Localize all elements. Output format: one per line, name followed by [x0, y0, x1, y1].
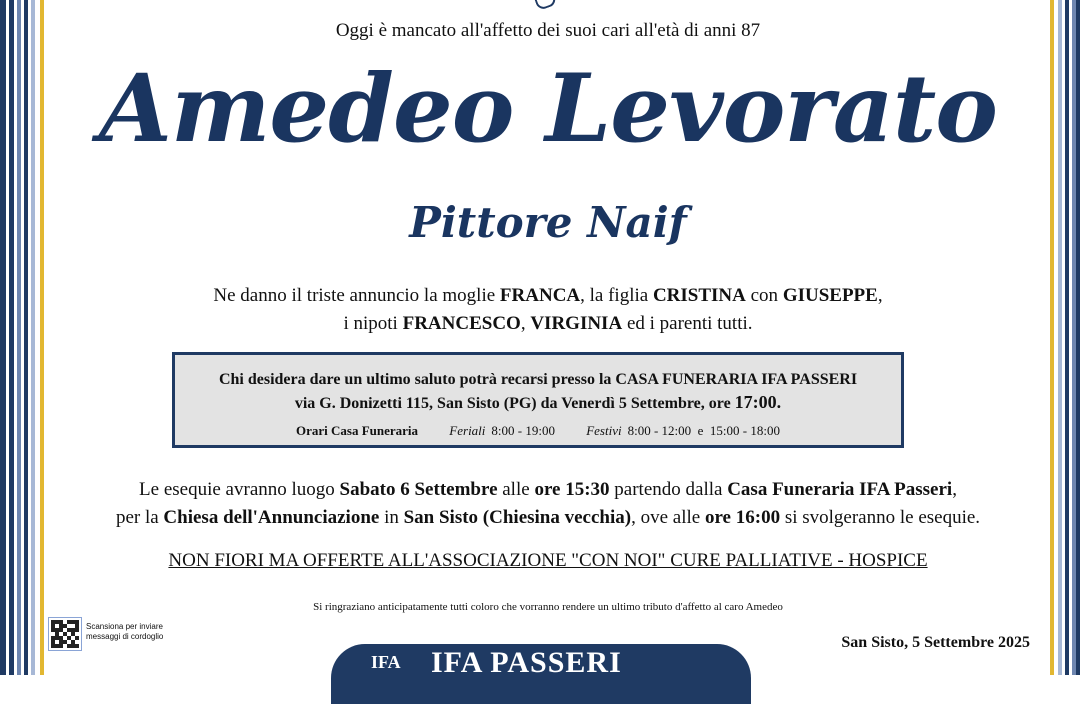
- announcement: Ne danno il triste annuncio la moglie FRANCA, la figlia CRISTINA con GIUSEPPE, i nipoti FRANCESCO, VIRGINIA ed i parenti tutti.: [213, 285, 883, 334]
- right-border-stripes: [1050, 0, 1080, 675]
- opening-hours: Orari Casa Funeraria Feriali 8:00 - 19:00 Festivi 8:00 - 12:00 e 15:00 - 18:00: [296, 423, 780, 438]
- logo-text: IFA PASSERI: [431, 646, 622, 679]
- qr-caption: Scansiona per inviare messaggi di cordoglio: [86, 622, 164, 641]
- left-border-stripes: [0, 0, 46, 675]
- intro-text: Oggi è mancato all'affetto dei suoi cari all'età di anni 87: [335, 20, 761, 41]
- visitation-line-1: Chi desidera dare un ultimo saluto potrà recarsi presso la CASA FUNERARIA IFA PASSERI: [218, 371, 858, 388]
- ifa-passeri-logo: [331, 644, 751, 704]
- logo-mark-icon: IFA: [371, 652, 401, 672]
- place-date: San Sisto, 5 Settembre 2025: [841, 634, 1030, 651]
- visitation-info-box: [172, 352, 904, 448]
- deceased-name: Amedeo Levorato: [99, 54, 997, 164]
- visitation-line-2: via G. Donizetti 115, San Sisto (PG) da Venerdì 5 Settembre, ore 17:00.: [294, 392, 782, 412]
- thanks-text: Si ringraziano anticipatamente tutti coloro che vorranno rendere un ultimo tributo d'affetto al caro Amedeo: [313, 601, 783, 613]
- obituary-page: [46, 0, 1050, 679]
- donation-request: NON FIORI MA OFFERTE ALL'ASSOCIAZIONE "CON NOI" CURE PALLIATIVE - HOSPICE: [168, 550, 928, 571]
- funeral-details: Le esequie avranno luogo Sabato 6 Settembre alle ore 15:30 partendo dalla Casa Funeraria IFA Passeri, per la Chiesa dell'Annunciazione in San Sisto (Chiesina vecchia), ove alle ore 16:00 si svolgeranno le esequie.: [115, 479, 981, 528]
- deceased-title: Pittore Naif: [409, 198, 687, 247]
- cross-ornament-icon: [535, 0, 558, 11]
- qr-code-icon[interactable]: [48, 617, 82, 651]
